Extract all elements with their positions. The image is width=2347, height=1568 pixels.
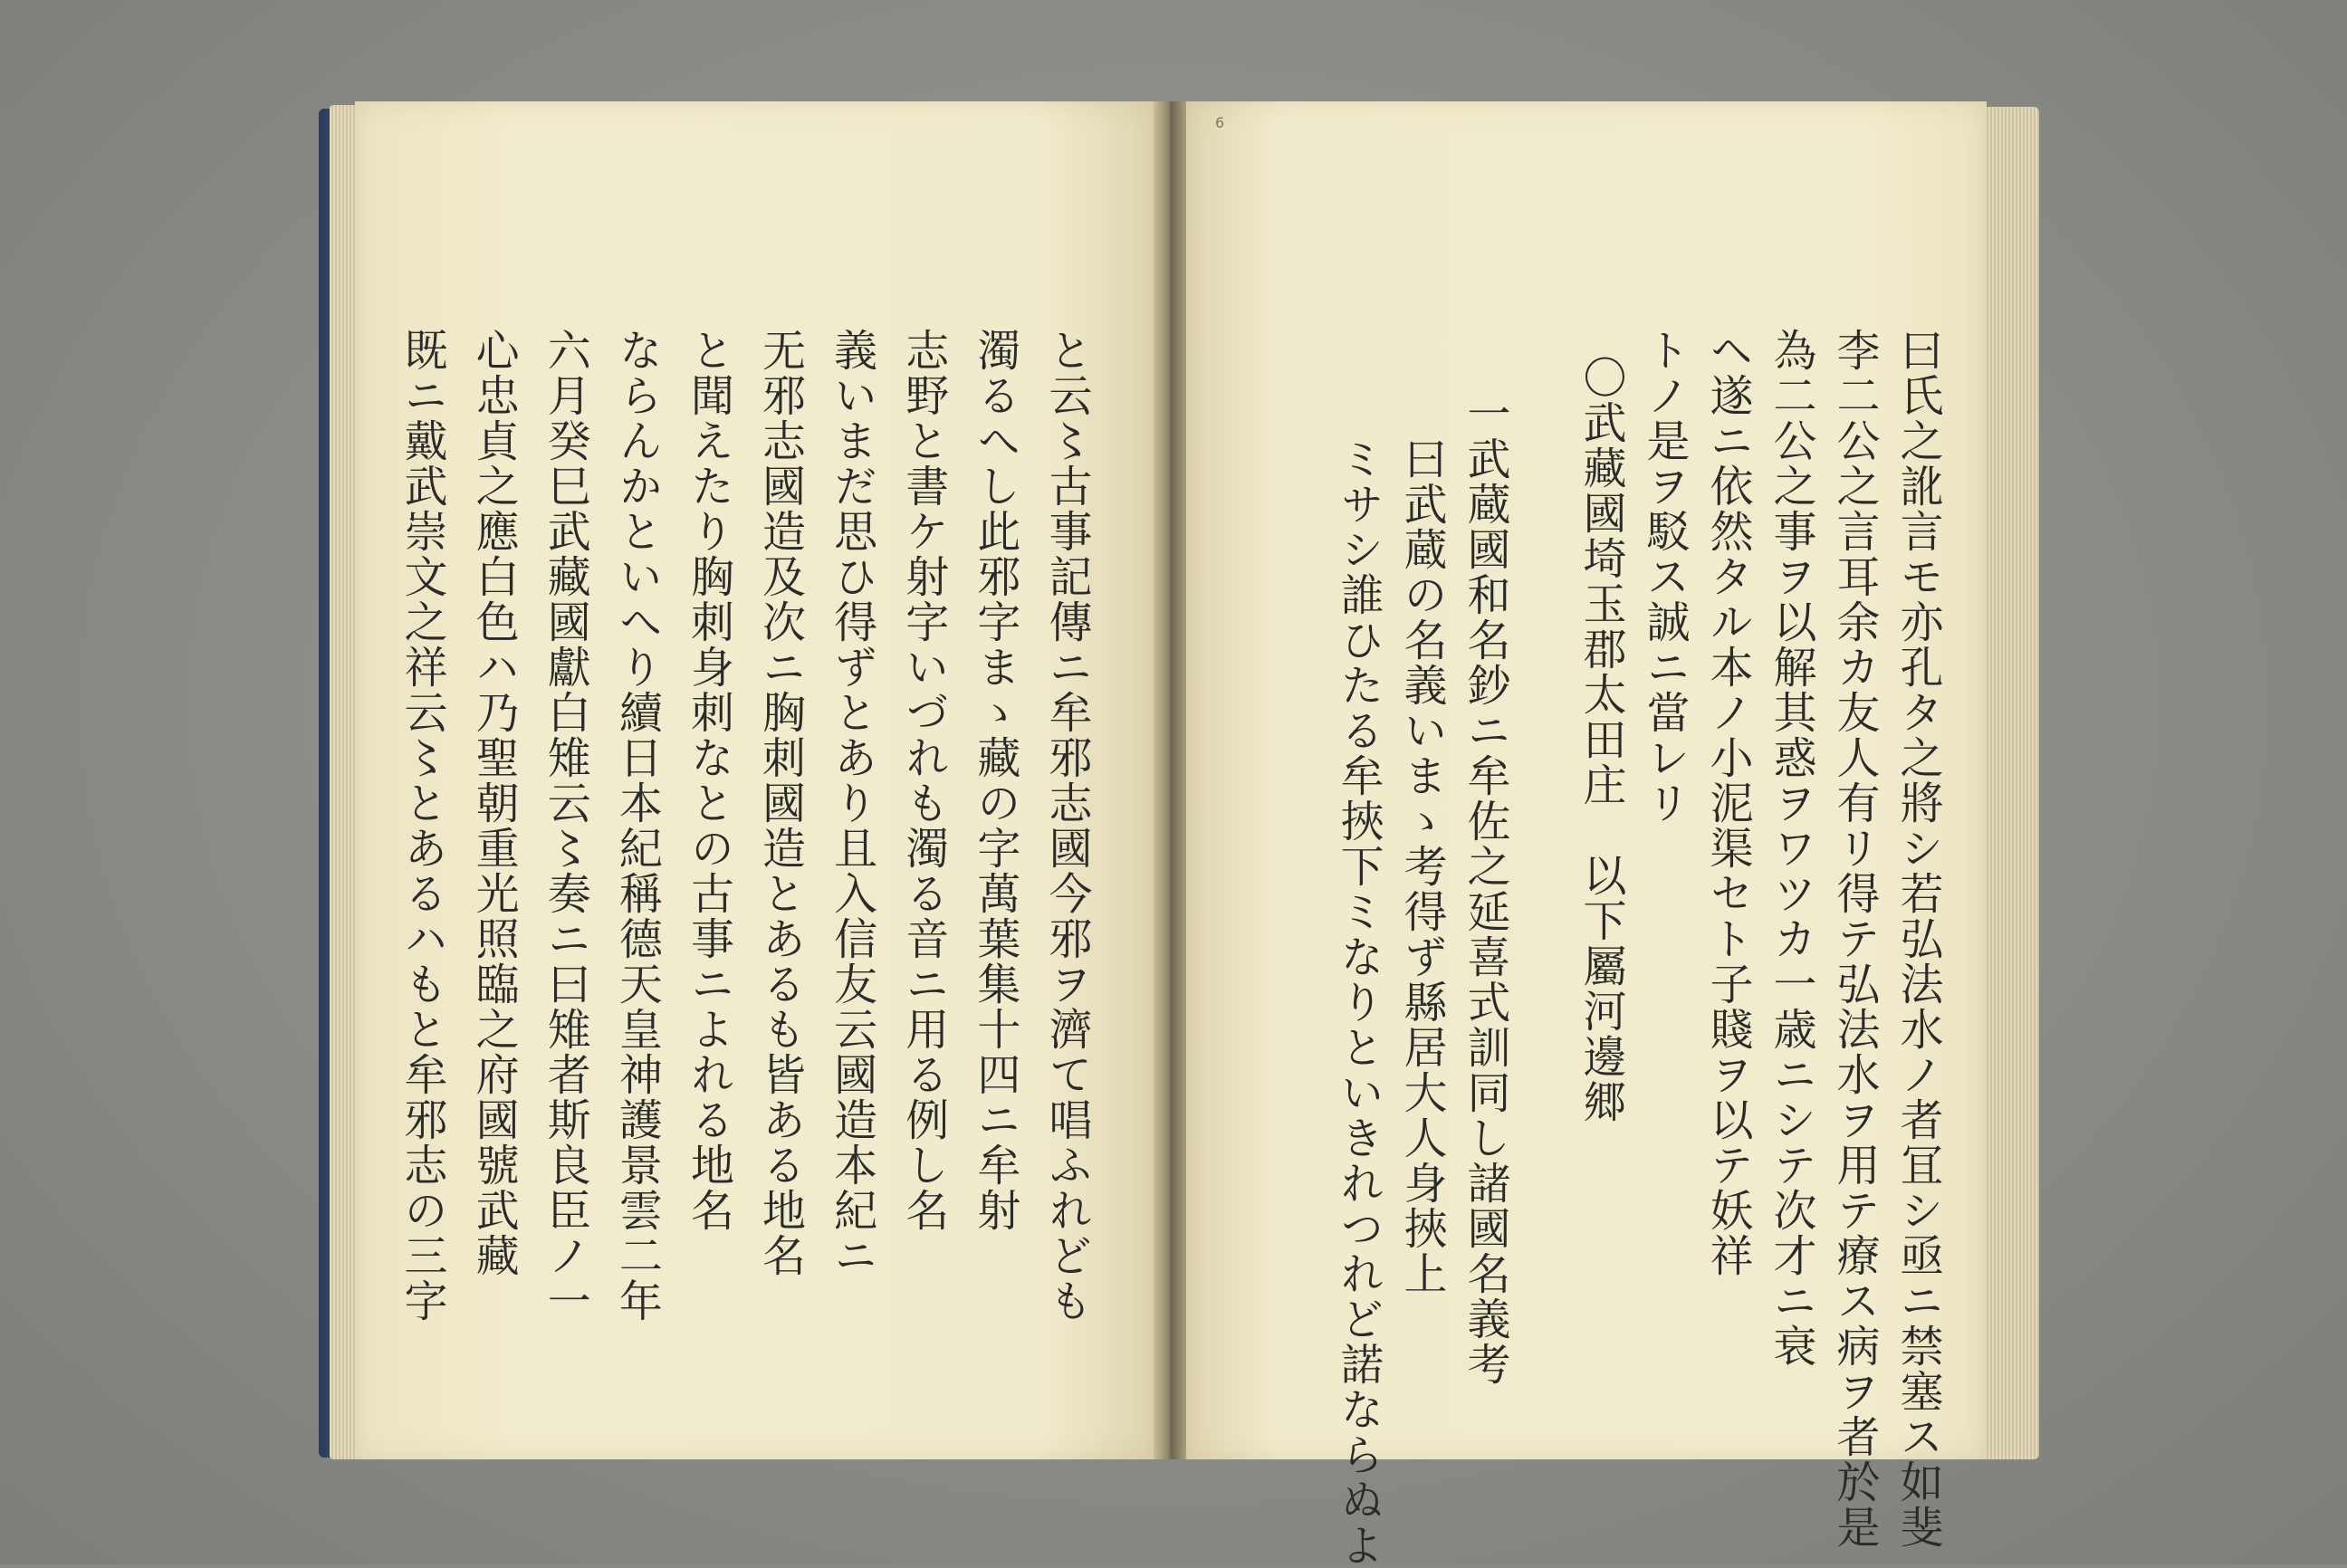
text-column: 无邪志國造及次ニ胸刺國造とあるも皆ある地名	[754, 328, 806, 1278]
entry-column: 一武蔵國和名鈔ニ牟佐之延喜式訓同し諸國名義考	[1460, 391, 1510, 1387]
text-column: 志野と書ケ射字いづれも濁る音ニ用る例し名	[897, 328, 949, 1233]
text-column: トノ是ヲ駁ス誠ニ當レリ	[1639, 328, 1690, 826]
text-column: 李二公之言耳余カ友人有リ得テ弘法水ヲ用テ療ス病ヲ者於是	[1829, 328, 1880, 1550]
text-column: ヘ遂ニ依然タル本ノ小泥渠セト子賤ヲ以テ妖祥	[1702, 328, 1753, 1278]
text-column: 心忠貞之應白色ハ乃聖朝重光照臨之府國號武藏	[468, 328, 520, 1278]
text-column: 六月癸巳武藏國獻白雉云〻奏ニ曰雉者斯良臣ノ一	[540, 328, 591, 1324]
open-book	[319, 101, 2039, 1568]
entry-column: ミサシ誰ひたる牟挾下ミなりといきれつれど諾ならぬよ	[1333, 436, 1384, 1568]
text-column: 為二公之事ヲ以解其惑ヲワツカ一歳ニシテ次才ニ衰	[1766, 328, 1816, 1369]
book-gutter	[1154, 101, 1186, 1459]
text-column: と云〻古事記傳ニ牟邪志國今邪ヲ濟て唱ふれども	[1040, 328, 1092, 1324]
right-page-text	[1233, 328, 1943, 1568]
text-column: 義いまだ思ひ得ずとあり且入信友云國造本紀ニ	[826, 328, 877, 1278]
text-column: 既ニ戴武崇文之祥云〻とあるハもと牟邪志の三字	[397, 328, 447, 1324]
text-column: 濁るへし此邪字まゝ藏の字萬葉集十四ニ牟射	[969, 328, 1020, 1233]
text-column: 曰氏之訛言モ亦孔タ之將シ若弘法水ノ者冝シ亟ニ禁塞ス如斐	[1892, 328, 1943, 1550]
text-column: と聞えたり胸刺身刺なとの古事ニよれる地名	[683, 328, 734, 1233]
left-page-text	[397, 328, 1092, 1396]
page-stack-right	[1985, 107, 2039, 1459]
folio-number: 6	[1215, 114, 1225, 131]
section-heading: 〇武藏國埼玉郡太田庄 以下屬河邊郷	[1576, 355, 1626, 1124]
entry-column: 曰武蔵の名義いまゝ考得ず縣居大人身挾上	[1396, 436, 1447, 1296]
text-column: ならんかといへり續日本紀稱德天皇神護景雲二年	[611, 328, 663, 1324]
